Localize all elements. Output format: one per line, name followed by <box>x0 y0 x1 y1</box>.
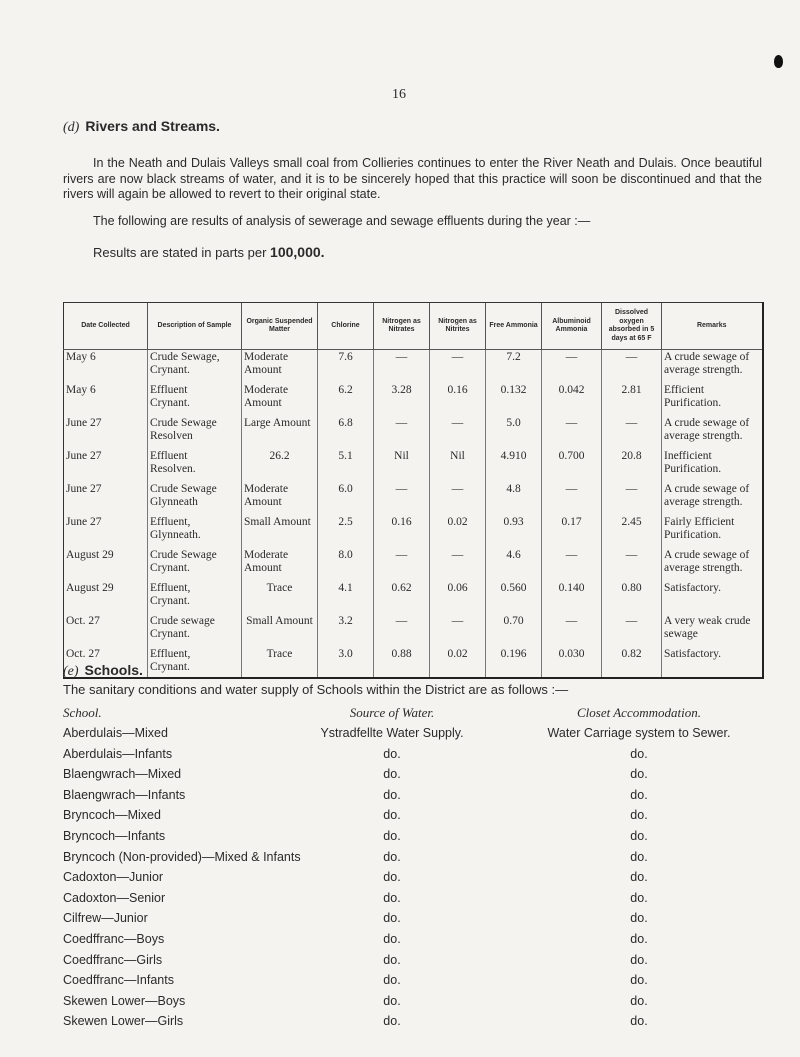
cell-organic: Moderate Amount <box>242 350 318 384</box>
analysis-header-row <box>64 303 763 350</box>
cell-nitrites: — <box>430 548 486 581</box>
school-name: Bryncoch (Non-provided)—Mixed & Infants <box>63 850 301 864</box>
cell-albuminoid: — <box>542 548 602 581</box>
school-closet: do. <box>630 932 648 946</box>
cell-oxygen: — <box>602 350 662 384</box>
cell-description <box>148 548 242 581</box>
cell-chlorine: 4.1 <box>318 581 374 614</box>
table-row <box>64 383 763 416</box>
cell-nitrites: — <box>430 416 486 449</box>
cell-free-ammonia: 0.132 <box>486 383 542 416</box>
school-source: do. <box>383 994 401 1008</box>
cell-remarks: Satisfactory. <box>662 647 763 678</box>
cell-albuminoid: 0.700 <box>542 449 602 482</box>
school-closet: do. <box>630 911 648 925</box>
schools-intro: The sanitary conditions and water supply of Schools within the District are as follows :— <box>63 682 569 697</box>
cell-description-line1: Crude sewage <box>150 615 215 627</box>
school-closet: do. <box>630 808 648 822</box>
cell-nitrates: — <box>374 482 430 515</box>
parts-note-prefix: Results are stated in parts per <box>93 245 267 260</box>
school-closet: do. <box>630 850 648 864</box>
header-free-ammonia: Free Ammonia <box>486 303 542 350</box>
page-number: 16 <box>392 87 406 102</box>
school-source: do. <box>383 891 401 905</box>
rivers-section-label: (d) <box>63 120 80 135</box>
school-closet: do. <box>630 973 648 987</box>
cell-description-line1: Crude Sewage <box>150 417 217 429</box>
cell-albuminoid: 0.042 <box>542 383 602 416</box>
cell-date: June 27 <box>64 482 148 515</box>
cell-description-line2: Crynant. <box>150 594 190 607</box>
cell-description-line2: Crynant. <box>150 627 190 640</box>
cell-albuminoid: — <box>542 614 602 647</box>
cell-description <box>148 581 242 614</box>
cell-description-line1: Crude Sewage, <box>150 351 220 363</box>
cell-description <box>148 449 242 482</box>
school-source: do. <box>383 808 401 822</box>
school-closet: do. <box>630 870 648 884</box>
cell-nitrites: — <box>430 482 486 515</box>
cell-date: June 27 <box>64 416 148 449</box>
cell-nitrites: 0.06 <box>430 581 486 614</box>
table-row <box>64 614 763 647</box>
cell-oxygen: 2.81 <box>602 383 662 416</box>
header-organic: Organic Suspended Matter <box>242 303 318 350</box>
parts-note <box>93 244 325 260</box>
school-source: do. <box>383 870 401 884</box>
cell-organic: Moderate Amount <box>242 482 318 515</box>
cell-description <box>148 383 242 416</box>
header-nitrates: Nitrogen as Nitrates <box>374 303 430 350</box>
cell-albuminoid: 0.17 <box>542 515 602 548</box>
cell-description-line1: Effluent, <box>150 516 191 528</box>
cell-remarks: Inefficient Purification. <box>662 449 763 482</box>
cell-remarks: Fairly Efficient Purification. <box>662 515 763 548</box>
school-name: Coedffranc—Infants <box>63 973 174 987</box>
cell-nitrates: 0.62 <box>374 581 430 614</box>
cell-date: Oct. 27 <box>64 647 148 678</box>
rivers-section-title: Rivers and Streams. <box>85 118 220 134</box>
analysis-table <box>63 302 764 679</box>
cell-free-ammonia: 4.8 <box>486 482 542 515</box>
school-name: Aberdulais—Mixed <box>63 726 168 740</box>
cell-oxygen: 0.80 <box>602 581 662 614</box>
school-name: Cilfrew—Junior <box>63 911 148 925</box>
school-closet: Water Carriage system to Sewer. <box>547 726 731 740</box>
cell-nitrates: 0.16 <box>374 515 430 548</box>
cell-albuminoid: — <box>542 350 602 384</box>
school-name: Skewen Lower—Boys <box>63 994 186 1008</box>
ink-blot-mark <box>774 55 783 68</box>
cell-organic: Moderate Amount <box>242 548 318 581</box>
cell-free-ammonia: 0.93 <box>486 515 542 548</box>
school-name: Bryncoch—Mixed <box>63 808 161 822</box>
cell-remarks: A crude sewage of average strength. <box>662 416 763 449</box>
cell-nitrates: Nil <box>374 449 430 482</box>
cell-description-line2: Crynant. <box>150 363 190 376</box>
school-source: Ystradfellte Water Supply. <box>320 726 464 740</box>
cell-organic: Trace <box>242 647 318 678</box>
cell-albuminoid: — <box>542 416 602 449</box>
school-source: do. <box>383 1014 401 1028</box>
cell-organic: Large Amount <box>242 416 318 449</box>
cell-oxygen: 20.8 <box>602 449 662 482</box>
cell-chlorine: 6.0 <box>318 482 374 515</box>
school-source: do. <box>383 747 401 761</box>
cell-free-ammonia: 5.0 <box>486 416 542 449</box>
cell-description-line1: Effluent, <box>150 648 191 660</box>
header-oxygen: Dissolved oxygen absorbed in 5 days at 65 F <box>602 303 662 350</box>
cell-free-ammonia: 0.196 <box>486 647 542 678</box>
school-name: Blaengwrach—Mixed <box>63 767 182 781</box>
cell-description-line2: Resolven. <box>150 462 196 475</box>
school-name: Coedffranc—Girls <box>63 953 163 967</box>
cell-date: August 29 <box>64 548 148 581</box>
cell-description-line1: Crude Sewage <box>150 549 217 561</box>
cell-free-ammonia: 0.560 <box>486 581 542 614</box>
school-source: do. <box>383 829 401 843</box>
school-source: do. <box>383 850 401 864</box>
cell-description-line2: Glynneath. <box>150 528 201 541</box>
cell-nitrites: 0.02 <box>430 647 486 678</box>
cell-chlorine: 6.2 <box>318 383 374 416</box>
cell-remarks: Satisfactory. <box>662 581 763 614</box>
school-closet: do. <box>630 953 648 967</box>
header-remarks: Remarks <box>662 303 763 350</box>
school-name: Cadoxton—Senior <box>63 891 166 905</box>
school-name: Bryncoch—Infants <box>63 829 166 843</box>
cell-description <box>148 350 242 384</box>
cell-oxygen: 2.45 <box>602 515 662 548</box>
cell-free-ammonia: 7.2 <box>486 350 542 384</box>
header-nitrites: Nitrogen as Nitrites <box>430 303 486 350</box>
cell-albuminoid: 0.140 <box>542 581 602 614</box>
cell-nitrites: 0.16 <box>430 383 486 416</box>
cell-nitrites: 0.02 <box>430 515 486 548</box>
cell-nitrites: — <box>430 614 486 647</box>
cell-albuminoid: — <box>542 482 602 515</box>
table-row <box>64 449 763 482</box>
header-description: Description of Sample <box>148 303 242 350</box>
cell-oxygen: 0.82 <box>602 647 662 678</box>
cell-description <box>148 482 242 515</box>
cell-nitrites: Nil <box>430 449 486 482</box>
school-name: Coedffranc—Boys <box>63 932 165 946</box>
cell-chlorine: 7.6 <box>318 350 374 384</box>
cell-free-ammonia: 0.70 <box>486 614 542 647</box>
cell-description-line2: Crynant. <box>150 396 190 409</box>
school-closet: do. <box>630 747 648 761</box>
cell-organic: 26.2 <box>242 449 318 482</box>
cell-description-line1: Crude Sewage <box>150 483 217 495</box>
cell-description-line1: Effluent <box>150 384 188 396</box>
cell-nitrates: — <box>374 350 430 384</box>
cell-date: Oct. 27 <box>64 614 148 647</box>
cell-description <box>148 647 242 678</box>
table-row <box>64 350 763 384</box>
cell-description-line2: Glynneath <box>150 495 198 508</box>
school-closet: do. <box>630 1014 648 1028</box>
school-name: Aberdulais—Infants <box>63 747 173 761</box>
cell-organic: Small Amount <box>242 515 318 548</box>
cell-nitrates: — <box>374 614 430 647</box>
cell-organic: Trace <box>242 581 318 614</box>
school-name: Skewen Lower—Girls <box>63 1014 184 1028</box>
cell-chlorine: 2.5 <box>318 515 374 548</box>
schools-section-title: Schools. <box>84 662 143 678</box>
schools-section-label: (e) <box>63 664 79 679</box>
cell-free-ammonia: 4.910 <box>486 449 542 482</box>
school-source: do. <box>383 911 401 925</box>
cell-free-ammonia: 4.6 <box>486 548 542 581</box>
schools-col-closet: Closet Accommodation. <box>577 705 701 720</box>
parts-note-value: 100,000. <box>270 244 325 260</box>
cell-description-line2: Crynant. <box>150 561 190 574</box>
table-row <box>64 548 763 581</box>
cell-description-line2: Resolven <box>150 429 193 442</box>
cell-chlorine: 5.1 <box>318 449 374 482</box>
header-albuminoid: Albuminoid Ammonia <box>542 303 602 350</box>
cell-oxygen: — <box>602 482 662 515</box>
cell-nitrates: 3.28 <box>374 383 430 416</box>
cell-oxygen: — <box>602 416 662 449</box>
school-closet: do. <box>630 788 648 802</box>
cell-organic: Small Amount <box>242 614 318 647</box>
school-closet: do. <box>630 767 648 781</box>
cell-chlorine: 8.0 <box>318 548 374 581</box>
school-name: Blaengwrach—Infants <box>63 788 186 802</box>
school-closet: do. <box>630 994 648 1008</box>
cell-remarks: A very weak crude sewage <box>662 614 763 647</box>
rivers-section-heading <box>63 118 220 136</box>
table-row <box>64 581 763 614</box>
cell-remarks: A crude sewage of average strength. <box>662 548 763 581</box>
rivers-paragraph: In the Neath and Dulais Valleys small coal from Collieries continues to enter the River Neath and Dulais. Once beautiful rivers are now black streams of water, and it is to be sincerely hoped that this practice will soon be discontinued and that the rivers will again be allowed to revert to their original state. <box>63 156 762 201</box>
school-source: do. <box>383 767 401 781</box>
school-source: do. <box>383 973 401 987</box>
cell-remarks: A crude sewage of average strength. <box>662 350 763 384</box>
schools-col-source: Source of Water. <box>349 705 435 720</box>
table-row <box>64 416 763 449</box>
table-row <box>64 515 763 548</box>
cell-albuminoid: 0.030 <box>542 647 602 678</box>
cell-date: August 29 <box>64 581 148 614</box>
cell-nitrates: — <box>374 548 430 581</box>
header-chlorine: Chlorine <box>318 303 374 350</box>
cell-chlorine: 3.2 <box>318 614 374 647</box>
cell-description <box>148 416 242 449</box>
cell-date: June 27 <box>64 449 148 482</box>
school-name: Cadoxton—Junior <box>63 870 164 884</box>
cell-date: May 6 <box>64 350 148 384</box>
cell-nitrates: — <box>374 416 430 449</box>
school-source: do. <box>383 953 401 967</box>
cell-description-line1: Effluent, <box>150 582 191 594</box>
schools-section-heading <box>63 662 143 680</box>
school-source: do. <box>383 788 401 802</box>
cell-remarks: A crude sewage of average strength. <box>662 482 763 515</box>
cell-description <box>148 614 242 647</box>
cell-description <box>148 515 242 548</box>
table-row <box>64 647 763 678</box>
cell-remarks: Efficient Purification. <box>662 383 763 416</box>
cell-nitrates: 0.88 <box>374 647 430 678</box>
table-row <box>64 482 763 515</box>
cell-nitrites: — <box>430 350 486 384</box>
school-source: do. <box>383 932 401 946</box>
cell-date: June 27 <box>64 515 148 548</box>
cell-chlorine: 6.8 <box>318 416 374 449</box>
cell-oxygen: — <box>602 614 662 647</box>
cell-organic: Moderate Amount <box>242 383 318 416</box>
cell-chlorine: 3.0 <box>318 647 374 678</box>
schools-col-school: School. <box>63 705 102 720</box>
school-closet: do. <box>630 891 648 905</box>
school-closet: do. <box>630 829 648 843</box>
cell-description-line2: Crynant. <box>150 660 190 673</box>
cell-date: May 6 <box>64 383 148 416</box>
header-date: Date Collected <box>64 303 148 350</box>
cell-description-line1: Effluent <box>150 450 188 462</box>
cell-oxygen: — <box>602 548 662 581</box>
analysis-intro: The following are results of analysis of sewerage and sewage effluents during the year :— <box>93 214 591 228</box>
